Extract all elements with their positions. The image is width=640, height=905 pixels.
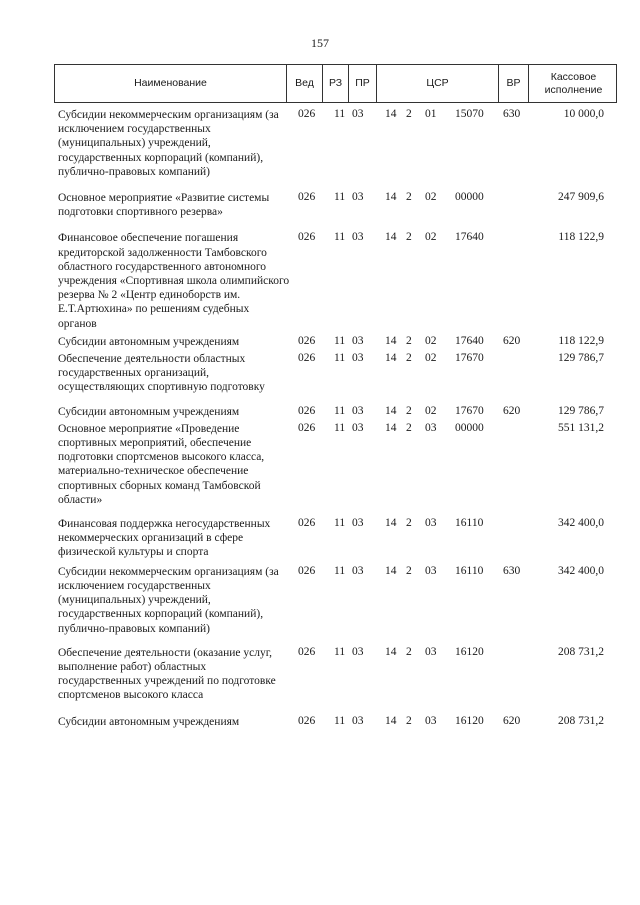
row-csr-3: 02 bbox=[425, 352, 437, 365]
row-csr-2: 2 bbox=[406, 564, 412, 577]
row-csr-3: 03 bbox=[425, 564, 437, 577]
row-name: Субсидии автономным учреждениям bbox=[58, 715, 240, 728]
page-number: 157 bbox=[311, 36, 329, 50]
row-csr-3: 03 bbox=[425, 714, 437, 727]
row-ved: 026 bbox=[298, 334, 316, 347]
row-ved: 026 bbox=[298, 714, 316, 727]
row-name: Субсидии некоммерческим организациям (за исключением государственных (муниципальных) учреждений, государственных корпораций (компаний), публично-правовых компаний) bbox=[58, 565, 279, 635]
row-csr-1: 14 bbox=[385, 352, 397, 365]
row-vr: 620 bbox=[503, 334, 521, 347]
table-body bbox=[0, 108, 640, 729]
row-sum: 208 731,2 bbox=[558, 714, 604, 727]
row-pr: 03 bbox=[352, 564, 364, 577]
row-csr-2: 2 bbox=[406, 231, 412, 244]
table-row bbox=[0, 517, 640, 560]
row-name: Основное мероприятие «Развитие системы подготовки спортивного резерва» bbox=[58, 192, 270, 219]
row-vr: 620 bbox=[503, 714, 521, 727]
row-csr-4: 00000 bbox=[455, 191, 484, 204]
row-ved: 026 bbox=[298, 564, 316, 577]
row-csr-4: 16110 bbox=[455, 517, 484, 530]
row-name: Субсидии некоммерческим организациям (за исключением государственных (муниципальных) учреждений, государственных корпораций (компаний), публично-правовых компаний) bbox=[58, 109, 279, 178]
row-csr-2: 2 bbox=[406, 645, 412, 658]
row-vr: 620 bbox=[503, 404, 521, 417]
row-pr: 03 bbox=[352, 517, 364, 530]
row-vr: 630 bbox=[503, 108, 521, 120]
header-csr: ЦСР bbox=[377, 65, 499, 102]
row-csr-4: 00000 bbox=[455, 421, 484, 434]
row-rz: 11 bbox=[334, 108, 346, 120]
table-row bbox=[0, 646, 640, 703]
row-ved: 026 bbox=[298, 645, 316, 658]
row-csr-4: 16110 bbox=[455, 564, 484, 577]
row-sum: 129 786,7 bbox=[558, 404, 604, 417]
row-rz: 11 bbox=[334, 231, 346, 244]
row-rz: 11 bbox=[334, 645, 346, 658]
row-ved: 026 bbox=[298, 421, 316, 434]
row-csr-4: 15070 bbox=[455, 108, 484, 120]
row-pr: 03 bbox=[352, 714, 364, 727]
table-row bbox=[0, 565, 640, 636]
row-csr-1: 14 bbox=[385, 564, 397, 577]
row-sum: 10 000,0 bbox=[563, 108, 604, 120]
row-rz: 11 bbox=[334, 421, 346, 434]
table-row bbox=[0, 715, 640, 729]
row-csr-1: 14 bbox=[385, 404, 397, 417]
row-ved: 026 bbox=[298, 517, 316, 530]
row-rz: 11 bbox=[334, 334, 346, 347]
row-sum: 208 731,2 bbox=[558, 645, 604, 658]
row-pr: 03 bbox=[352, 108, 364, 120]
row-csr-4: 17670 bbox=[455, 352, 484, 365]
header-ved: Вед bbox=[287, 65, 323, 102]
row-rz: 11 bbox=[334, 352, 346, 365]
row-name: Финансовая поддержка негосударственных некоммерческих организаций в сфере физической культуры и спорта bbox=[58, 518, 271, 559]
row-csr-1: 14 bbox=[385, 108, 397, 120]
row-csr-1: 14 bbox=[385, 191, 397, 204]
row-sum: 247 909,6 bbox=[558, 191, 604, 204]
row-csr-4: 17640 bbox=[455, 334, 484, 347]
row-rz: 11 bbox=[334, 517, 346, 530]
table-header bbox=[54, 64, 617, 103]
row-ved: 026 bbox=[298, 352, 316, 365]
row-csr-4: 16120 bbox=[455, 645, 484, 658]
row-ved: 026 bbox=[298, 404, 316, 417]
row-csr-3: 01 bbox=[425, 108, 437, 120]
row-rz: 11 bbox=[334, 191, 346, 204]
row-csr-3: 02 bbox=[425, 334, 437, 347]
row-pr: 03 bbox=[352, 404, 364, 417]
row-csr-3: 03 bbox=[425, 421, 437, 434]
row-pr: 03 bbox=[352, 334, 364, 347]
row-sum: 118 122,9 bbox=[558, 231, 604, 244]
header-rz: РЗ bbox=[323, 65, 349, 102]
row-csr-2: 2 bbox=[406, 714, 412, 727]
row-pr: 03 bbox=[352, 231, 364, 244]
row-csr-4: 16120 bbox=[455, 714, 484, 727]
row-csr-2: 2 bbox=[406, 352, 412, 365]
header-sum: Кассовое исполнение bbox=[544, 70, 603, 96]
table-row bbox=[0, 108, 640, 179]
row-csr-2: 2 bbox=[406, 404, 412, 417]
row-csr-3: 02 bbox=[425, 191, 437, 204]
row-csr-2: 2 bbox=[406, 517, 412, 530]
row-csr-1: 14 bbox=[385, 645, 397, 658]
row-name: Финансовое обеспечение погашения кредиторской задолженности Тамбовского областного государственного автономного учреждения «Спортивная школа олимпийского резерва № 2 «Центр единоборств им. Е.Т.Артюхина» по решениям судебных органов bbox=[58, 232, 290, 330]
row-csr-3: 03 bbox=[425, 517, 437, 530]
row-sum: 342 400,0 bbox=[558, 564, 604, 577]
row-pr: 03 bbox=[352, 421, 364, 434]
row-sum: 342 400,0 bbox=[558, 517, 604, 530]
header-pr: ПР bbox=[349, 65, 377, 102]
row-rz: 11 bbox=[334, 404, 346, 417]
row-csr-1: 14 bbox=[385, 421, 397, 434]
row-name: Субсидии автономным учреждениям bbox=[58, 335, 240, 348]
row-csr-1: 14 bbox=[385, 334, 397, 347]
row-name: Обеспечение деятельности (оказание услуг, выполнение работ) областных государственных учреждений по подготовке спортсменов высокого класса bbox=[58, 646, 276, 702]
row-rz: 11 bbox=[334, 564, 346, 577]
row-csr-1: 14 bbox=[385, 231, 397, 244]
header-name: Наименование bbox=[55, 65, 287, 102]
table-row bbox=[0, 335, 640, 349]
row-csr-3: 02 bbox=[425, 231, 437, 244]
row-csr-2: 2 bbox=[406, 191, 412, 204]
row-csr-1: 14 bbox=[385, 517, 397, 530]
row-csr-2: 2 bbox=[406, 108, 412, 120]
row-name: Обеспечение деятельности областных государственных организаций, осуществляющих спортивную подготовку bbox=[58, 353, 265, 394]
header-vr: ВР bbox=[499, 65, 529, 102]
row-csr-1: 14 bbox=[385, 714, 397, 727]
row-csr-3: 02 bbox=[425, 404, 437, 417]
table-row bbox=[0, 191, 640, 219]
row-sum: 118 122,9 bbox=[558, 334, 604, 347]
row-sum: 551 131,2 bbox=[558, 421, 604, 434]
row-ved: 026 bbox=[298, 231, 316, 244]
row-name: Субсидии автономным учреждениям bbox=[58, 405, 240, 418]
row-pr: 03 bbox=[352, 191, 364, 204]
table-row bbox=[0, 231, 640, 330]
table-row bbox=[0, 405, 640, 419]
row-pr: 03 bbox=[352, 645, 364, 658]
row-pr: 03 bbox=[352, 352, 364, 365]
row-csr-4: 17670 bbox=[455, 404, 484, 417]
row-csr-2: 2 bbox=[406, 334, 412, 347]
row-name: Основное мероприятие «Проведение спортивных мероприятий, обеспечение подготовки спортсменов высокого класса, материально-техническое обеспечение спортивных сборных команд Тамбовской области» bbox=[58, 422, 265, 506]
row-ved: 026 bbox=[298, 191, 316, 204]
table-row bbox=[0, 422, 640, 507]
table-row bbox=[0, 352, 640, 395]
row-rz: 11 bbox=[334, 714, 346, 727]
row-csr-3: 03 bbox=[425, 645, 437, 658]
row-csr-4: 17640 bbox=[455, 231, 484, 244]
row-csr-2: 2 bbox=[406, 421, 412, 434]
row-vr: 630 bbox=[503, 564, 521, 577]
row-sum: 129 786,7 bbox=[558, 352, 604, 365]
row-ved: 026 bbox=[298, 108, 316, 120]
